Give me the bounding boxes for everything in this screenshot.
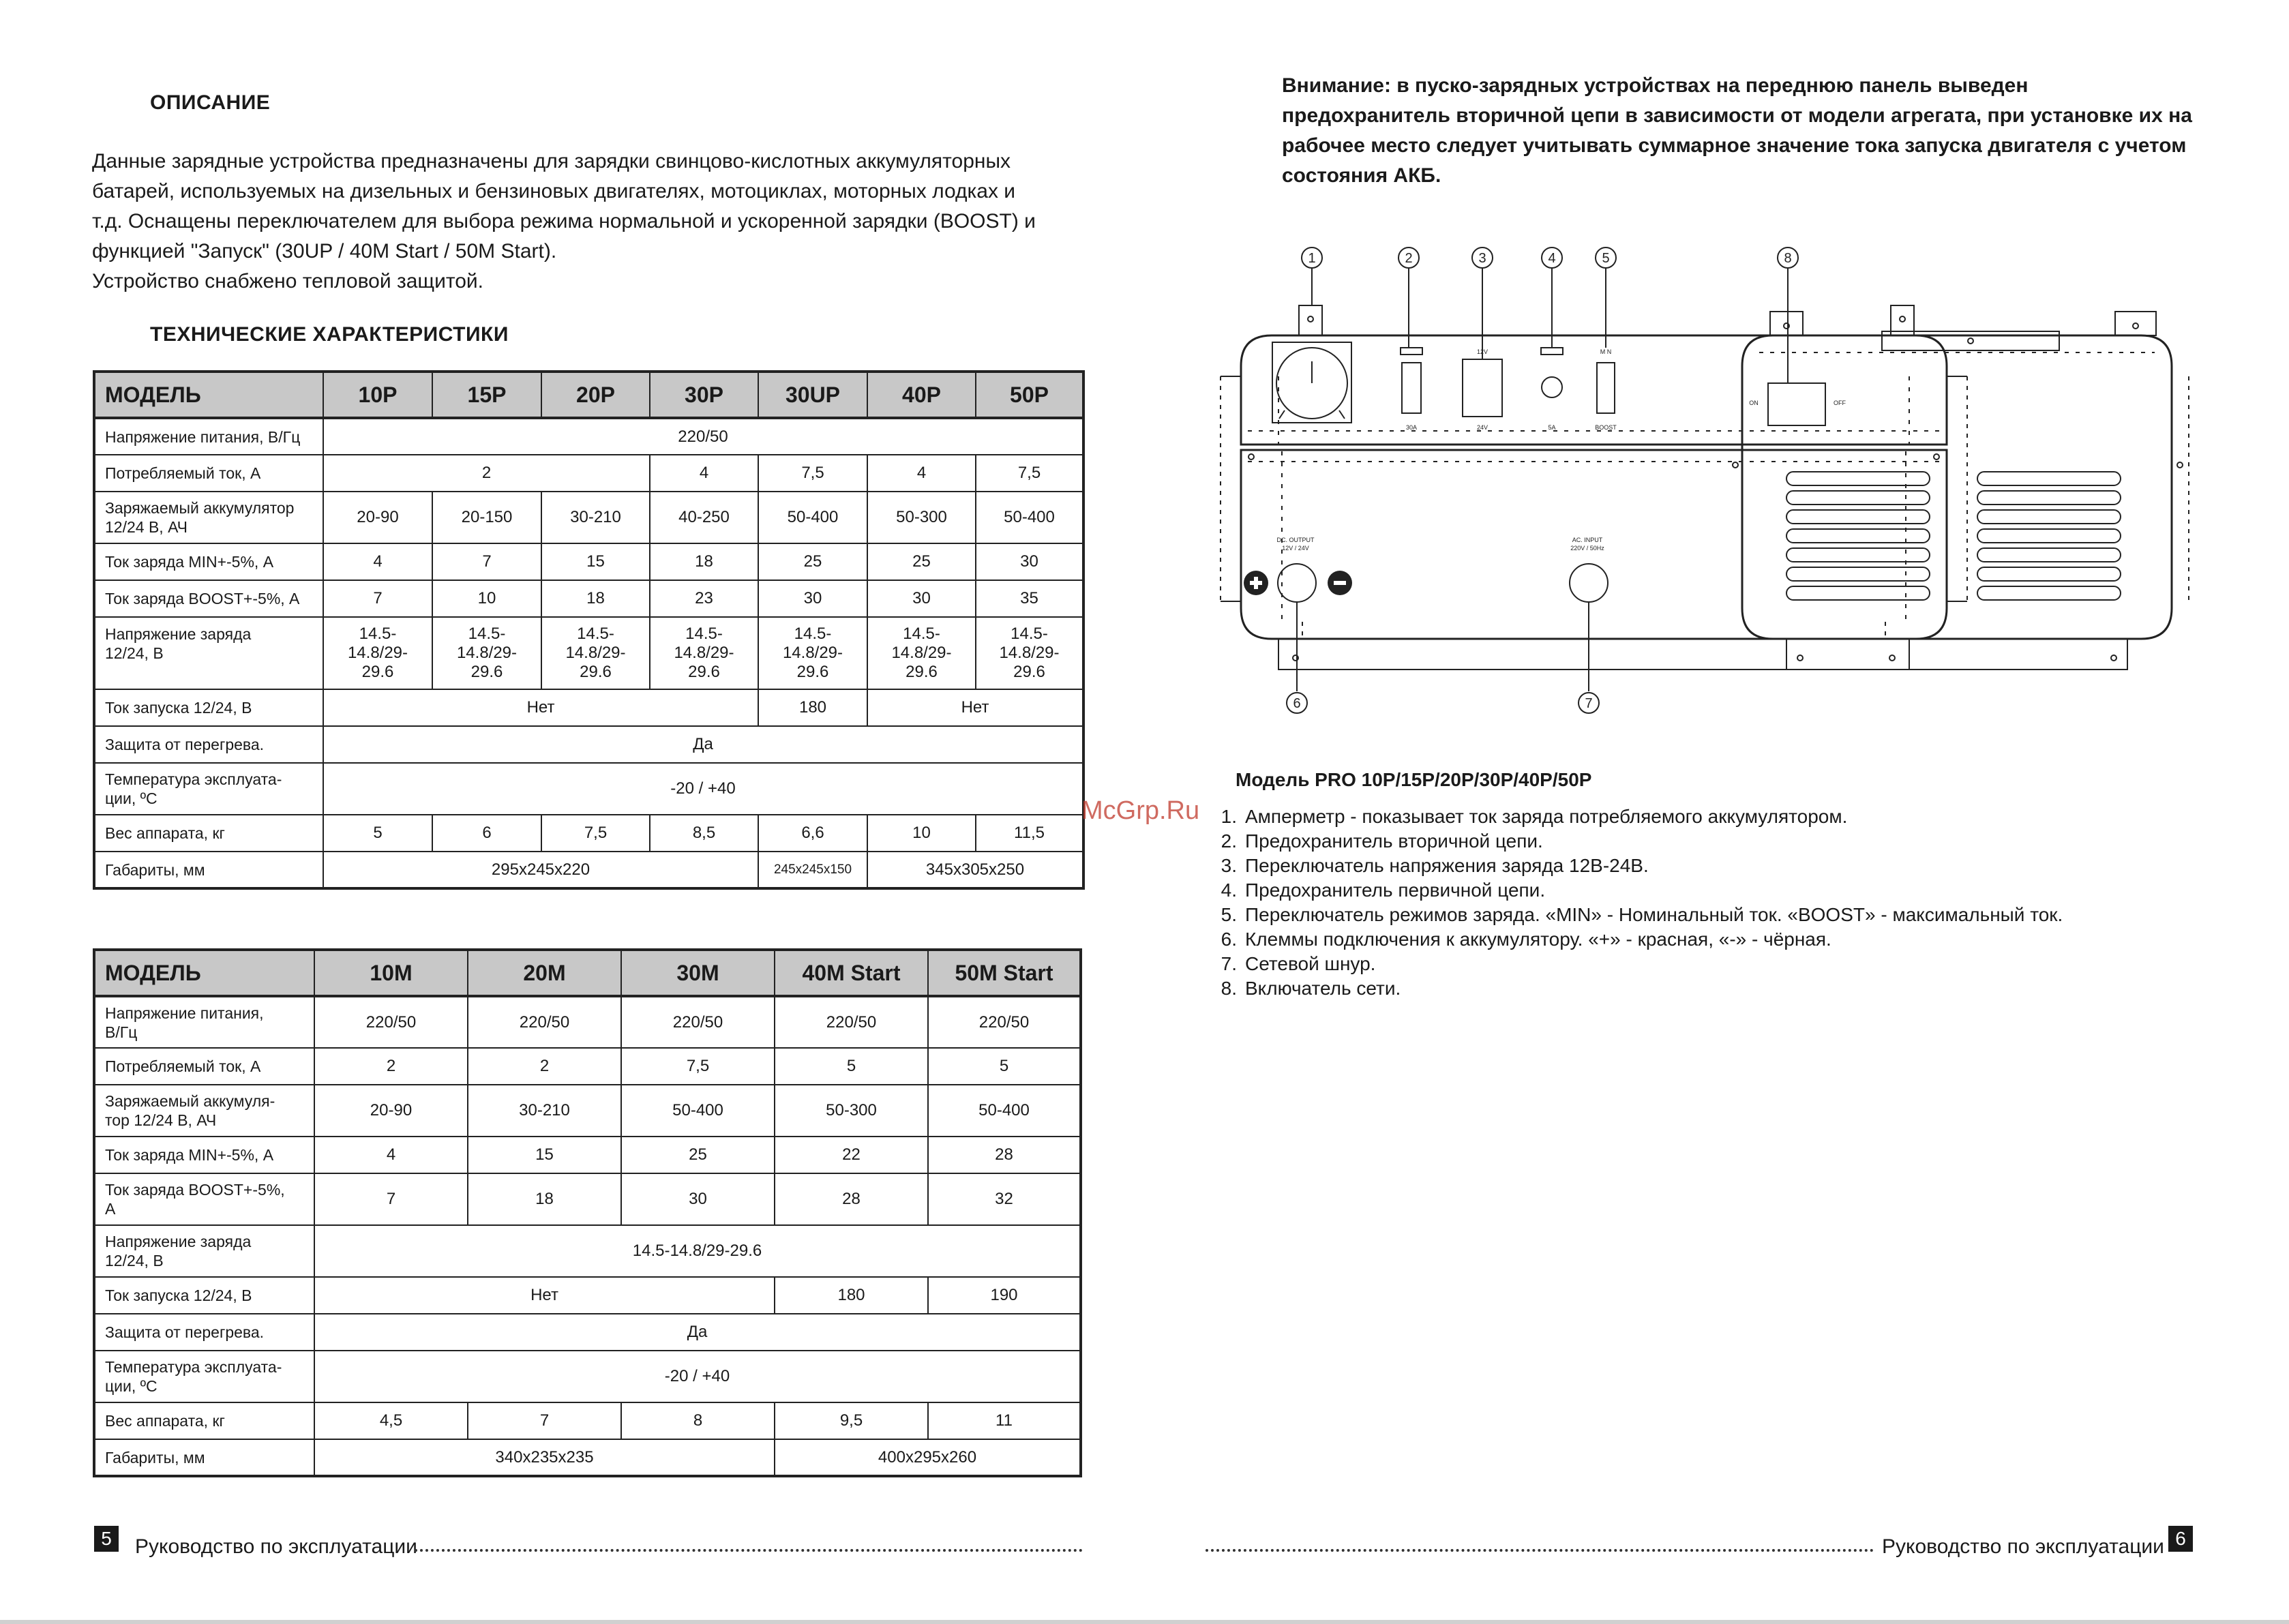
list-text: Клеммы подключения к аккумулятору. «+» - красная, «-» - чёрная.	[1245, 929, 1831, 950]
model-col-header: 30M	[621, 950, 775, 996]
table-cell: 11,5	[976, 815, 1083, 852]
table-cell: 20-90	[323, 492, 432, 543]
table-cell: 8,5	[650, 815, 758, 852]
table-cell	[867, 617, 976, 689]
table-cell: 28	[928, 1137, 1081, 1173]
min-switch-label: M N	[1600, 348, 1612, 355]
table-cell: 220/50	[621, 996, 775, 1048]
description-line: функцией "Запуск" (30UP / 40M Start / 50M Start).	[92, 240, 557, 262]
row-label: Ток заряда MIN+-5%, А	[94, 1137, 314, 1173]
table-cell	[323, 617, 432, 689]
table-cell: 7	[468, 1402, 621, 1439]
cell-line: 14.5-	[577, 625, 614, 643]
list-text: Включатель сети.	[1245, 978, 1401, 999]
table-cell: 2	[323, 455, 650, 492]
callout-8: 8	[1784, 251, 1792, 266]
list-item	[1206, 927, 2063, 952]
vent-slots-left	[1786, 472, 1930, 600]
list-item	[1206, 878, 2063, 903]
tech-specs-heading: ТЕХНИЧЕСКИЕ ХАРАКТЕРИСТИКИ	[150, 323, 509, 346]
warning-line: состояния АКБ.	[1282, 164, 1441, 187]
table-cell: Нет	[867, 689, 1083, 726]
label-line: 12/24, В	[105, 1252, 164, 1269]
table-row	[94, 726, 1083, 763]
label-line: Температура эксплуата-	[105, 1358, 282, 1376]
list-item	[1206, 829, 2063, 854]
warning-line: Внимание: в пуско-зарядных устройствах на переднюю панель выведен	[1282, 74, 2029, 97]
list-text: Предохранитель первичной цепи.	[1245, 879, 1546, 901]
vent-slots-right	[1977, 472, 2121, 600]
cell-line: 14.8/29-	[674, 644, 734, 662]
row-label: Защита от перегрева.	[94, 1314, 314, 1351]
list-number: 3.	[1221, 855, 1237, 876]
model-col-header: 30P	[650, 372, 758, 418]
table-row	[94, 852, 1083, 888]
list-item	[1206, 952, 2063, 976]
warning-note	[1282, 71, 2236, 191]
table-row	[94, 1402, 1081, 1439]
list-text: Переключатель режимов заряда. «MIN» - Номинальный ток. «BOOST» - максимальный ток.	[1245, 904, 2063, 925]
row-label: Защита от перегрева.	[94, 726, 323, 763]
list-text: Предохранитель вторичной цепи.	[1245, 830, 1543, 852]
cell-line: 14.8/29-	[456, 644, 518, 662]
description-line: Устройство снабжено тепловой защитой.	[92, 270, 484, 292]
table-cell: 6	[432, 815, 541, 852]
table-cell: 30	[976, 543, 1083, 580]
cell-line: 14.5-	[468, 625, 506, 643]
table-row	[94, 815, 1083, 852]
table-cell: 50-400	[758, 492, 867, 543]
dc-output-label: DC. OUTPUT	[1276, 537, 1315, 543]
table-cell: 5	[928, 1048, 1081, 1085]
warning-line: предохранитель вторичной цепи в зависимости от модели агрегата, при установке их на	[1282, 104, 2192, 127]
cell-line: 14.5-	[1011, 625, 1048, 643]
table-cell: Да	[323, 726, 1083, 763]
row-label	[94, 617, 323, 689]
table-cell: 220/50	[468, 996, 621, 1048]
table-cell: 40-250	[650, 492, 758, 543]
table-cell: 30-210	[468, 1085, 621, 1137]
table-cell: 190	[928, 1277, 1081, 1314]
label-line: А	[105, 1200, 116, 1218]
cell-line: 29.6	[906, 663, 938, 681]
table-cell: 4,5	[314, 1402, 468, 1439]
table-cell: 10	[432, 580, 541, 617]
cell-line: 14.8/29-	[347, 644, 408, 662]
table-cell	[758, 617, 867, 689]
list-item	[1206, 903, 2063, 927]
page-number: 5	[94, 1526, 119, 1552]
table-cell: 30	[758, 580, 867, 617]
table-row	[94, 1085, 1081, 1137]
table-cell: 220/50	[775, 996, 928, 1048]
table-cell: 25	[867, 543, 976, 580]
label-line: Напряжение питания,	[105, 1004, 264, 1022]
cell-line: 29.6	[361, 663, 394, 681]
table-cell: 340x235x235	[314, 1439, 775, 1476]
voltage-12v-label: 12V	[1476, 348, 1488, 355]
model-col-header: 40M Start	[775, 950, 928, 996]
table-cell: 9,5	[775, 1402, 928, 1439]
table-cell: 50-400	[621, 1085, 775, 1137]
power-off-label: OFF	[1834, 400, 1846, 406]
callout-6: 6	[1293, 696, 1301, 711]
row-label: Ток запуска 12/24, В	[94, 1277, 314, 1314]
table-cell	[541, 617, 650, 689]
model-col-header: 50P	[976, 372, 1083, 418]
table-row	[94, 1173, 1081, 1225]
list-item	[1206, 976, 2063, 1001]
cell-line: 14.8/29-	[565, 644, 626, 662]
callout-7: 7	[1585, 696, 1593, 711]
table-cell: Нет	[323, 689, 758, 726]
model-col-header: 20M	[468, 950, 621, 996]
footer-dots	[415, 1549, 1083, 1552]
list-number: 8.	[1221, 978, 1237, 999]
table-cell: 2	[314, 1048, 468, 1085]
spec-table-pro	[93, 370, 1085, 890]
row-label	[94, 1085, 314, 1137]
list-item	[1206, 854, 2063, 878]
row-label: Потребляемый ток, А	[94, 1048, 314, 1085]
callout-5: 5	[1602, 251, 1610, 266]
row-label: Потребляемый ток, А	[94, 455, 323, 492]
table-cell: 32	[928, 1173, 1081, 1225]
table-cell: 23	[650, 580, 758, 617]
model-col-header: 10M	[314, 950, 468, 996]
table-cell: 7	[432, 543, 541, 580]
footer-title: Руководство по эксплуатации	[1882, 1535, 2164, 1558]
legend-list	[1206, 805, 2063, 1001]
table-cell: 22	[775, 1137, 928, 1173]
table-cell	[976, 617, 1083, 689]
list-number: 6.	[1221, 929, 1237, 950]
table-cell: -20 / +40	[323, 763, 1083, 815]
list-item	[1206, 805, 2063, 829]
table-cell: 2	[468, 1048, 621, 1085]
label-line: ции, ºС	[105, 1377, 158, 1395]
table-cell: 220/50	[928, 996, 1081, 1048]
ac-input-label: AC. INPUT	[1572, 537, 1603, 543]
model-title: Модель PRO 10P/15P/20P/30P/40P/50P	[1236, 769, 1592, 790]
row-label: Вес аппарата, кг	[94, 1402, 314, 1439]
table-row	[94, 1351, 1081, 1402]
rear-panel	[1733, 312, 2189, 670]
table-cell: 7	[314, 1173, 468, 1225]
table-cell: 30-210	[541, 492, 650, 543]
table-cell: 14.5-14.8/29-29.6	[314, 1225, 1081, 1277]
description-line: батарей, используемых на дизельных и бензиновых двигателях, мотоциклах, моторных лодках и	[92, 180, 1016, 202]
table-row	[94, 1314, 1081, 1351]
list-number: 1.	[1221, 806, 1237, 827]
row-label: Ток запуска 12/24, В	[94, 689, 323, 726]
row-label	[94, 1225, 314, 1277]
cell-line: 29.6	[470, 663, 503, 681]
front-panel	[1221, 305, 1967, 670]
table-row	[94, 996, 1081, 1048]
footer-dots	[1206, 1549, 1874, 1552]
model-col-header: 30UP	[758, 372, 867, 418]
table-cell: 345x305x250	[867, 852, 1083, 888]
model-col-header: 40P	[867, 372, 976, 418]
cell-line: 29.6	[580, 663, 612, 681]
row-label	[94, 492, 323, 543]
description-paragraph	[92, 147, 1088, 297]
list-number: 2.	[1221, 830, 1237, 852]
table-cell: 28	[775, 1173, 928, 1225]
cell-line: 29.6	[796, 663, 829, 681]
table-cell	[432, 617, 541, 689]
model-col-header: 10P	[323, 372, 432, 418]
table-header-row	[94, 372, 1083, 418]
callout-2: 2	[1405, 251, 1413, 266]
list-text: Амперметр - показывает ток заряда потребляемого аккумулятором.	[1245, 806, 1848, 827]
table-cell: Нет	[314, 1277, 775, 1314]
table-cell: 8	[621, 1402, 775, 1439]
fuse-5a-label: 5A	[1548, 424, 1556, 431]
table-row	[94, 1277, 1081, 1314]
label-line: Температура эксплуата-	[105, 770, 282, 788]
row-label: Габариты, мм	[94, 852, 323, 888]
table-row	[94, 617, 1083, 689]
row-label: Габариты, мм	[94, 1439, 314, 1476]
table-cell: 400x295x260	[775, 1439, 1081, 1476]
table-row	[94, 763, 1083, 815]
table-cell: 5	[775, 1048, 928, 1085]
table-cell: 7,5	[621, 1048, 775, 1085]
table-cell: 25	[758, 543, 867, 580]
cell-line: 29.6	[1013, 663, 1045, 681]
label-line: В/Гц	[105, 1023, 138, 1041]
table-row	[94, 580, 1083, 617]
table-cell: 50-300	[867, 492, 976, 543]
table-cell: 11	[928, 1402, 1081, 1439]
row-label: Ток заряда BOOST+-5%, А	[94, 580, 323, 617]
table-row	[94, 689, 1083, 726]
row-label	[94, 1351, 314, 1402]
ac-input-volts: 220V / 50Hz	[1570, 545, 1604, 552]
table-cell: 25	[621, 1137, 775, 1173]
table-cell: 18	[468, 1173, 621, 1225]
table-cell: 7	[323, 580, 432, 617]
device-diagram	[1200, 240, 2209, 724]
table-cell: 20-90	[314, 1085, 468, 1137]
table-cell	[650, 617, 758, 689]
cell-line: 29.6	[688, 663, 720, 681]
label-line: тор 12/24 В, АЧ	[105, 1111, 217, 1129]
table-cell: 180	[775, 1277, 928, 1314]
page-number: 6	[2168, 1526, 2193, 1552]
cell-line: 14.5-	[903, 625, 940, 643]
list-number: 7.	[1221, 953, 1237, 974]
table-header-row	[94, 950, 1081, 996]
table-cell: 15	[468, 1137, 621, 1173]
cell-line: 14.5-	[794, 625, 832, 643]
row-label	[94, 763, 323, 815]
label-line: Напряжение заряда	[105, 1233, 252, 1250]
label-line: Заряжаемый аккумулятор	[105, 499, 295, 517]
table-row	[94, 492, 1083, 543]
cell-line: 14.5-	[359, 625, 397, 643]
table-cell: 18	[541, 580, 650, 617]
label-line: 12/24 В, АЧ	[105, 518, 188, 536]
table-cell: 220/50	[323, 418, 1083, 455]
fuse-30a-label: 30A	[1405, 424, 1418, 431]
table-cell: 180	[758, 689, 867, 726]
dc-output-volts: 12V / 24V	[1282, 545, 1309, 552]
table-cell: 4	[314, 1137, 468, 1173]
row-label: Напряжение питания, В/Гц	[94, 418, 323, 455]
table-cell: 7,5	[758, 455, 867, 492]
table-cell: -20 / +40	[314, 1351, 1081, 1402]
table-cell: 50-300	[775, 1085, 928, 1137]
page-edge	[0, 1620, 2289, 1624]
model-col-header: 50M Start	[928, 950, 1081, 996]
table-cell: 35	[976, 580, 1083, 617]
cell-line: 14.8/29-	[999, 644, 1060, 662]
table-cell: 30	[867, 580, 976, 617]
list-number: 5.	[1221, 904, 1237, 925]
table-cell: 295x245x220	[323, 852, 758, 888]
label-line: Ток заряда BOOST+-5%,	[105, 1181, 285, 1199]
watermark: McGrp.Ru	[1081, 796, 1200, 825]
table-cell: 50-400	[976, 492, 1083, 543]
callouts	[1287, 247, 1798, 713]
cell-line: 14.5-	[685, 625, 723, 643]
table-row	[94, 1137, 1081, 1173]
power-on-label: ON	[1749, 400, 1759, 406]
table-cell: 7,5	[976, 455, 1083, 492]
row-label	[94, 996, 314, 1048]
voltage-24v-label: 24V	[1476, 424, 1488, 431]
label-line: ции, ºС	[105, 790, 158, 807]
table-cell: 4	[323, 543, 432, 580]
table-cell: 10	[867, 815, 976, 852]
table-cell: 5	[323, 815, 432, 852]
table-row	[94, 418, 1083, 455]
label-line: Заряжаемый аккумуля-	[105, 1092, 275, 1110]
cell-line: 14.8/29-	[782, 644, 843, 662]
description-heading: ОПИСАНИЕ	[150, 91, 271, 114]
table-row	[94, 1225, 1081, 1277]
table-row	[94, 1439, 1081, 1476]
callout-1: 1	[1308, 251, 1316, 266]
cell-line: 14.8/29-	[891, 644, 952, 662]
table-row	[94, 1048, 1081, 1085]
list-number: 4.	[1221, 879, 1237, 901]
row-label: Ток заряда MIN+-5%, А	[94, 543, 323, 580]
table-cell: 4	[867, 455, 976, 492]
model-header: МОДЕЛЬ	[94, 950, 314, 996]
table-row	[94, 455, 1083, 492]
label-line: 12/24, В	[105, 644, 164, 662]
description-line: Данные зарядные устройства предназначены для зарядки свинцово-кислотных аккумуляторных	[92, 150, 1011, 172]
table-row	[94, 543, 1083, 580]
table-cell: 18	[650, 543, 758, 580]
list-text: Переключатель напряжения заряда 12В-24В.	[1245, 855, 1649, 876]
table-cell: 245x245x150	[758, 852, 867, 888]
table-cell: 20-150	[432, 492, 541, 543]
model-col-header: 20P	[541, 372, 650, 418]
table-cell: 220/50	[314, 996, 468, 1048]
warning-line: рабочее место следует учитывать суммарное значение тока запуска двигателя с учетом	[1282, 134, 2187, 157]
table-cell: 15	[541, 543, 650, 580]
callout-3: 3	[1478, 251, 1486, 266]
table-cell: 30	[621, 1173, 775, 1225]
description-line: т.д. Оснащены переключателем для выбора режима нормальной и ускоренной зарядки (BOOST) и	[92, 210, 1036, 232]
table-cell: 7,5	[541, 815, 650, 852]
row-label: Вес аппарата, кг	[94, 815, 323, 852]
table-cell: Да	[314, 1314, 1081, 1351]
table-cell: 50-400	[928, 1085, 1081, 1137]
label-line: Напряжение заряда	[105, 625, 252, 643]
callout-4: 4	[1548, 251, 1556, 266]
list-text: Сетевой шнур.	[1245, 953, 1376, 974]
spec-table-m	[93, 948, 1082, 1477]
row-label	[94, 1173, 314, 1225]
table-cell: 4	[650, 455, 758, 492]
table-cell: 6,6	[758, 815, 867, 852]
model-header: МОДЕЛЬ	[94, 372, 323, 418]
boost-switch-label: BOOST	[1595, 424, 1617, 431]
model-col-header: 15P	[432, 372, 541, 418]
footer-title: Руководство по эксплуатации	[135, 1535, 417, 1558]
